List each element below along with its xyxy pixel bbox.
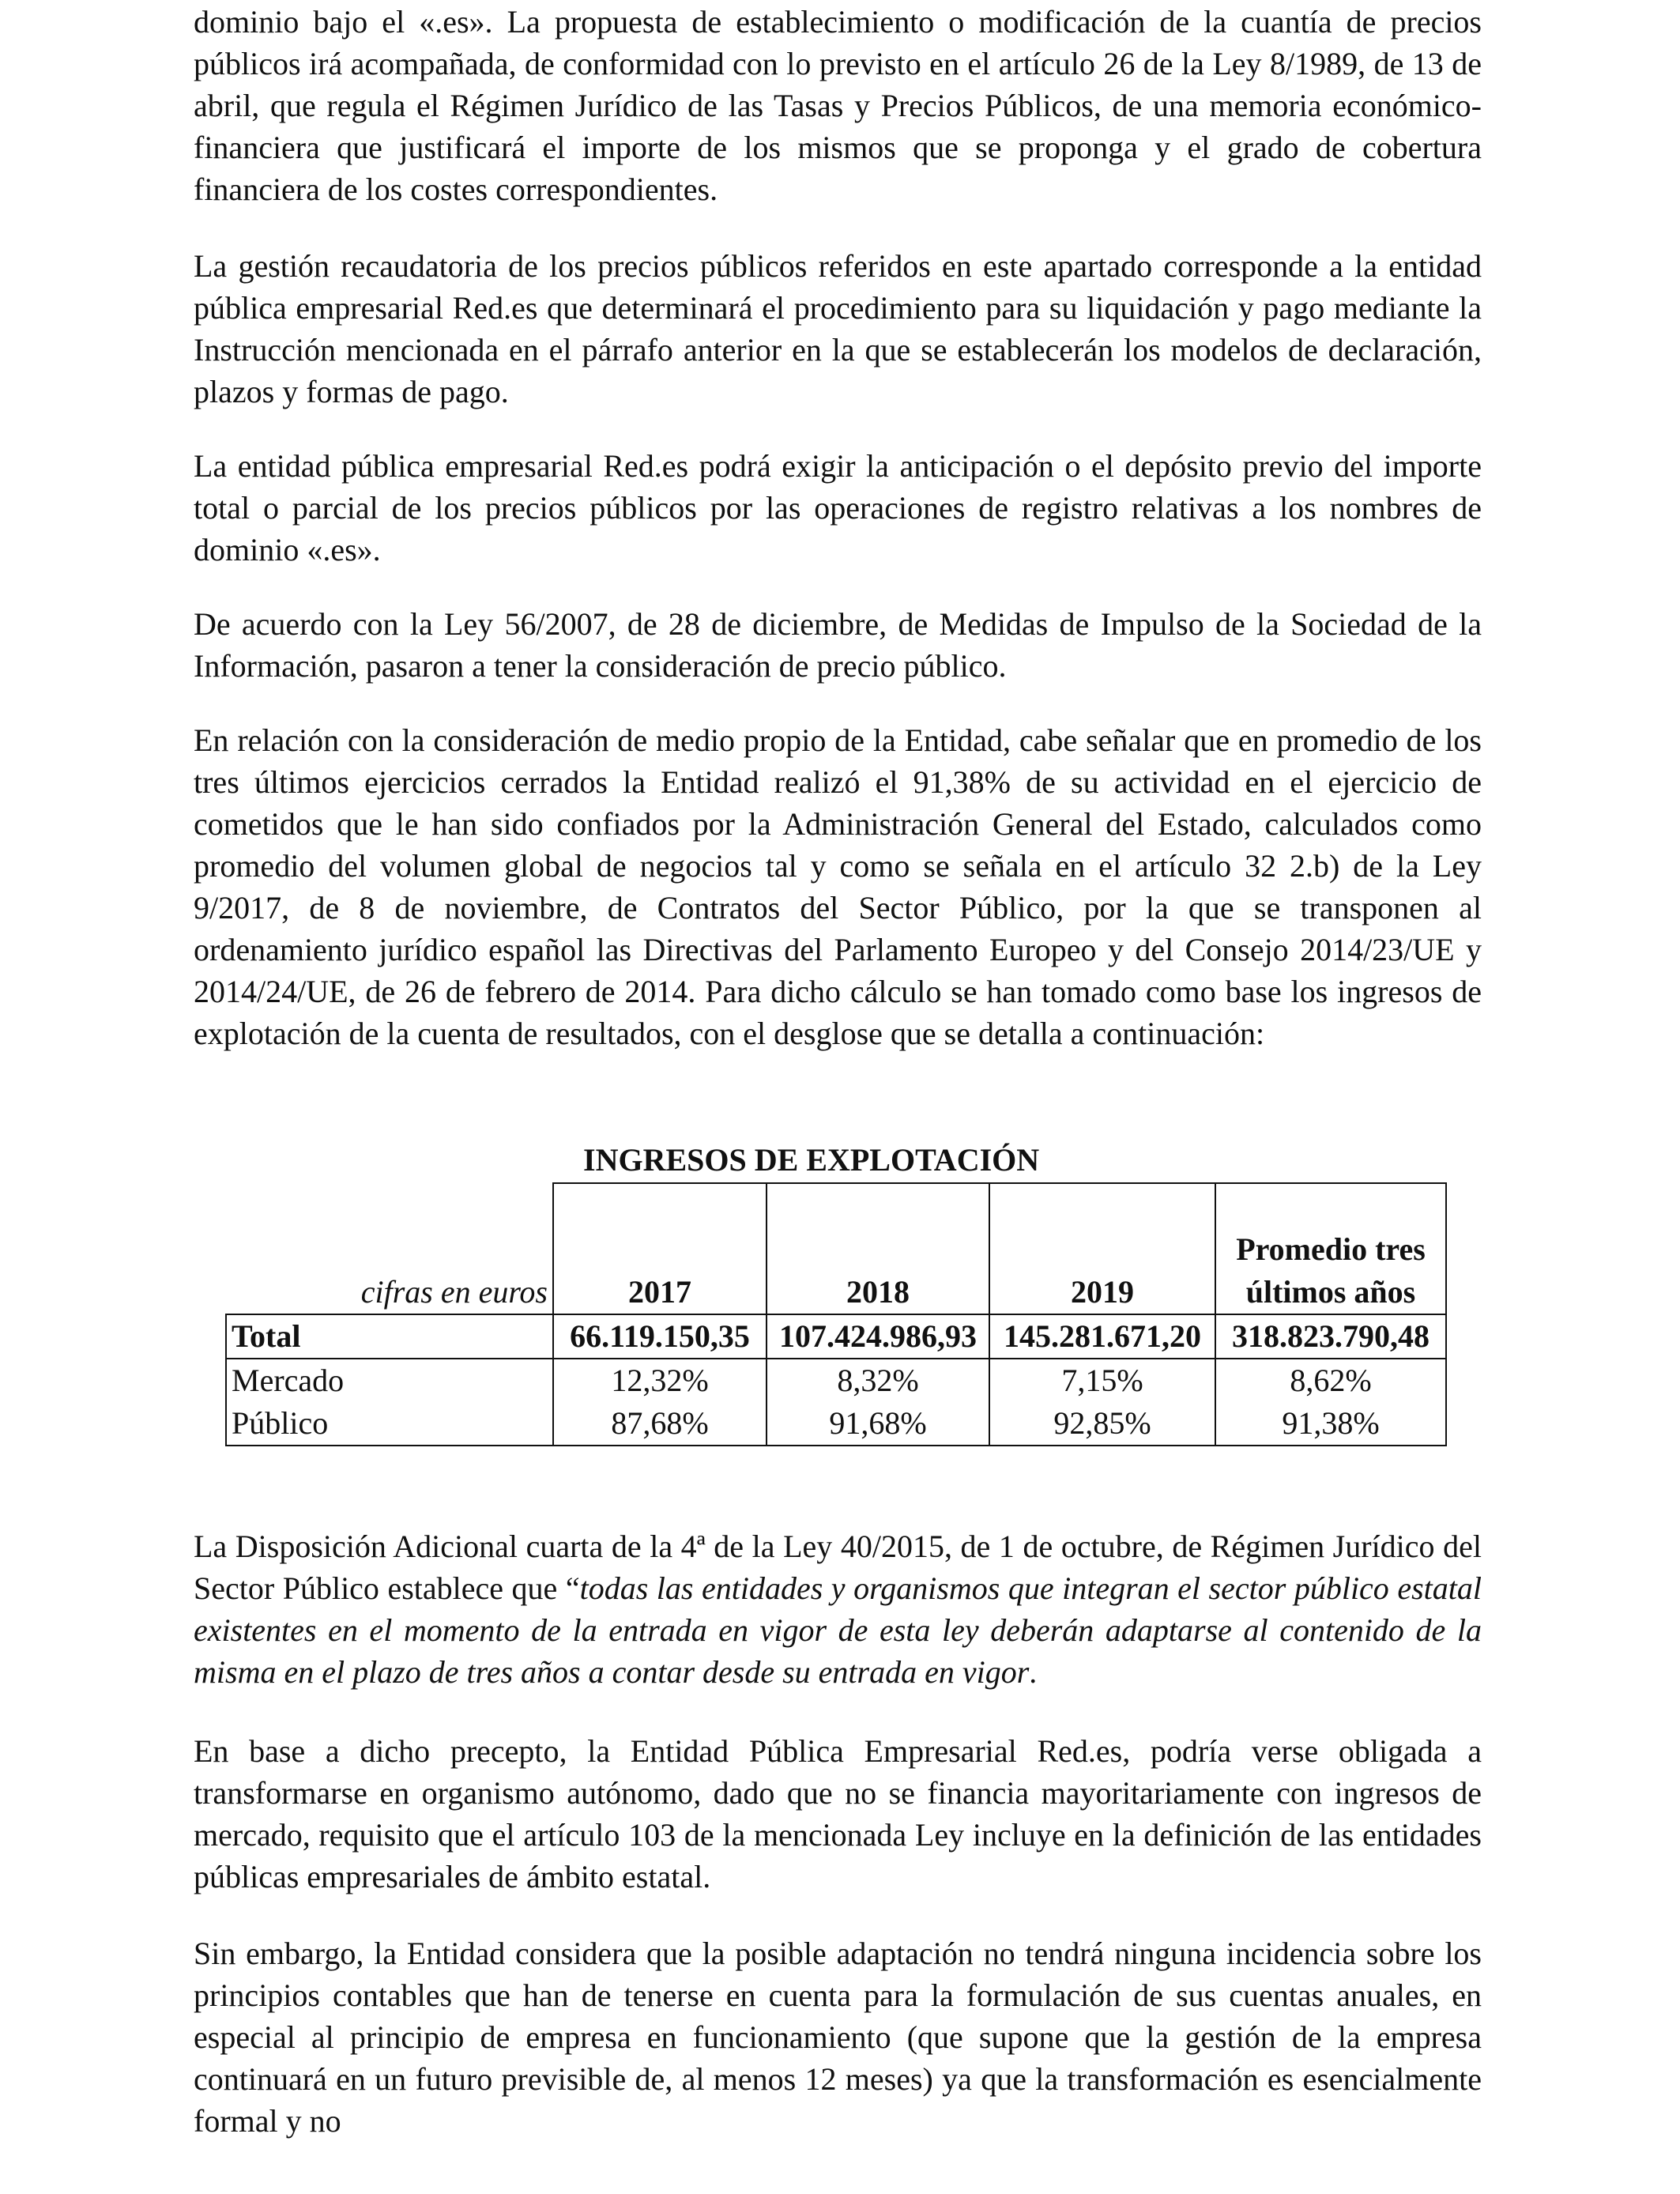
cell-mercado-promedio: 8,62% <box>1215 1359 1446 1402</box>
table-header-row <box>226 1183 1446 1314</box>
cell-mercado-2019: 7,15% <box>989 1359 1215 1402</box>
header-promedio <box>1215 1183 1446 1314</box>
cell-publico-2017: 87,68% <box>553 1402 767 1446</box>
cell-publico-2018: 91,68% <box>767 1402 989 1446</box>
paragraph-precios-publicos-memoria: dominio bajo el «.es». La propuesta de establecimiento o modificación de la cuantía de precios públicos irá acompañada, de conformidad con lo previsto en el artículo 26 de la Ley 8/1989, de 13 de abril, que regula el Régimen Jurídico de las Tasas y Precios Públicos, de una memoria económico-financiera que justificará el importe de los mismos que se proponga y el grado de cobertura financiera de los costes correspondientes. <box>194 4 1482 207</box>
header-2018: 2018 <box>767 1183 989 1314</box>
ingresos-table <box>225 1182 1447 1446</box>
table-title: INGRESOS DE EXPLOTACIÓN <box>583 1142 1040 1178</box>
cell-publico-2019: 92,85% <box>989 1402 1215 1446</box>
paragraph-medio-propio: En relación con la consideración de medio propio de la Entidad, cabe señalar que en promedio de los tres últimos ejercicios cerrados la Entidad realizó el 91,38% de su actividad en el ejercicio de cometidos que le han sido confiados por la Administración General del Estado, calculados como promedio del volumen global de negocios tal y como se señala en el artículo 32 2.b) de la Ley 9/2017, de 8 de noviembre, de Contratos del Sector Público, por la que se transponen al ordenamiento jurídico español las Directivas del Parlamento Europeo y del Consejo 2014/23/UE y 2014/24/UE, de 26 de febrero de 2014. Para dicho cálculo se han tomado como base los ingresos de explotación de la cuenta de resultados, con el desglose que se detalla a continuación: <box>194 722 1482 1051</box>
header-2019: 2019 <box>989 1183 1215 1314</box>
table-row-total <box>226 1314 1446 1359</box>
cell-total-2017: 66.119.150,35 <box>553 1314 767 1359</box>
paragraph-organismo-autonomo: En base a dicho precepto, la Entidad Pública Empresarial Red.es, podría verse obligada a transformarse en organismo autónomo, dado que no se financia mayoritariamente con ingresos de mercado, requisito que el artículo 103 de la mencionada Ley incluye en la definición de las entidades públicas empresariales de ámbito estatal. <box>194 1733 1482 1894</box>
paragraph-sin-embargo: Sin embargo, la Entidad considera que la posible adaptación no tendrá ninguna incidencia sobre los principios contables que han de tenerse en cuenta para la formulación de sus cuentas anuales, en especial al principio de empresa en funcionamiento (que supone que la gestión de la empresa continuará en un futuro previsible de, al menos 12 meses) ya que la transformación es esencialmente formal y no <box>194 1936 1482 2139</box>
cell-mercado-2017: 12,32% <box>553 1359 767 1402</box>
table-row-publico <box>226 1402 1446 1446</box>
paragraph-ley-56-2007: De acuerdo con la Ley 56/2007, de 28 de diciembre, de Medidas de Impulso de la Sociedad de la Información, pasaron a tener la consideración de precio público. <box>194 606 1482 684</box>
header-2017: 2017 <box>553 1183 767 1314</box>
table-row-mercado <box>226 1359 1446 1402</box>
paragraph-disposicion-adicional <box>194 1525 1482 1693</box>
disposicion-quote: todas las entidades y organismos que integran el sector público estatal existentes en el momento de la entrada en vigor de esta ley deberán adaptarse al contenido de la misma en el plazo de tres años a contar desde su entrada en vigor <box>194 1570 1482 1690</box>
row-label-publico: Público <box>226 1402 553 1446</box>
cell-total-2019: 145.281.671,20 <box>989 1314 1215 1359</box>
paragraph-gestion-recaudatoria: La gestión recaudatoria de los precios públicos referidos en este apartado corresponde a la entidad pública empresarial Red.es que determinará el procedimiento para su liquidación y pago mediante la Instrucción mencionada en el párrafo anterior en la que se establecerán los modelos de declaración, plazos y formas de pago. <box>194 248 1482 409</box>
cell-total-promedio: 318.823.790,48 <box>1215 1314 1446 1359</box>
cell-mercado-2018: 8,32% <box>767 1359 989 1402</box>
cell-total-2018: 107.424.986,93 <box>767 1314 989 1359</box>
header-promedio-line2: últimos años <box>1245 1274 1416 1310</box>
units-label: cifras en euros <box>360 1274 548 1310</box>
row-label-mercado: Mercado <box>226 1359 553 1402</box>
header-promedio-line1: Promedio tres <box>1236 1231 1426 1267</box>
disposicion-text: La Disposición Adicional cuarta de la 4ª de la Ley 40/2015, de 1 de octubre, de Régimen Jurídico del Sector Público establece que “ <box>194 1529 1482 1606</box>
paragraph-anticipacion-deposito: La entidad pública empresarial Red.es podrá exigir la anticipación o el depósito previo del importe total o parcial de los precios públicos por las operaciones de registro relativas a los nombres de dominio «.es». <box>194 448 1482 567</box>
disposicion-end: . <box>1029 1654 1038 1690</box>
cell-publico-promedio: 91,38% <box>1215 1402 1446 1446</box>
row-label-total: Total <box>226 1314 553 1359</box>
